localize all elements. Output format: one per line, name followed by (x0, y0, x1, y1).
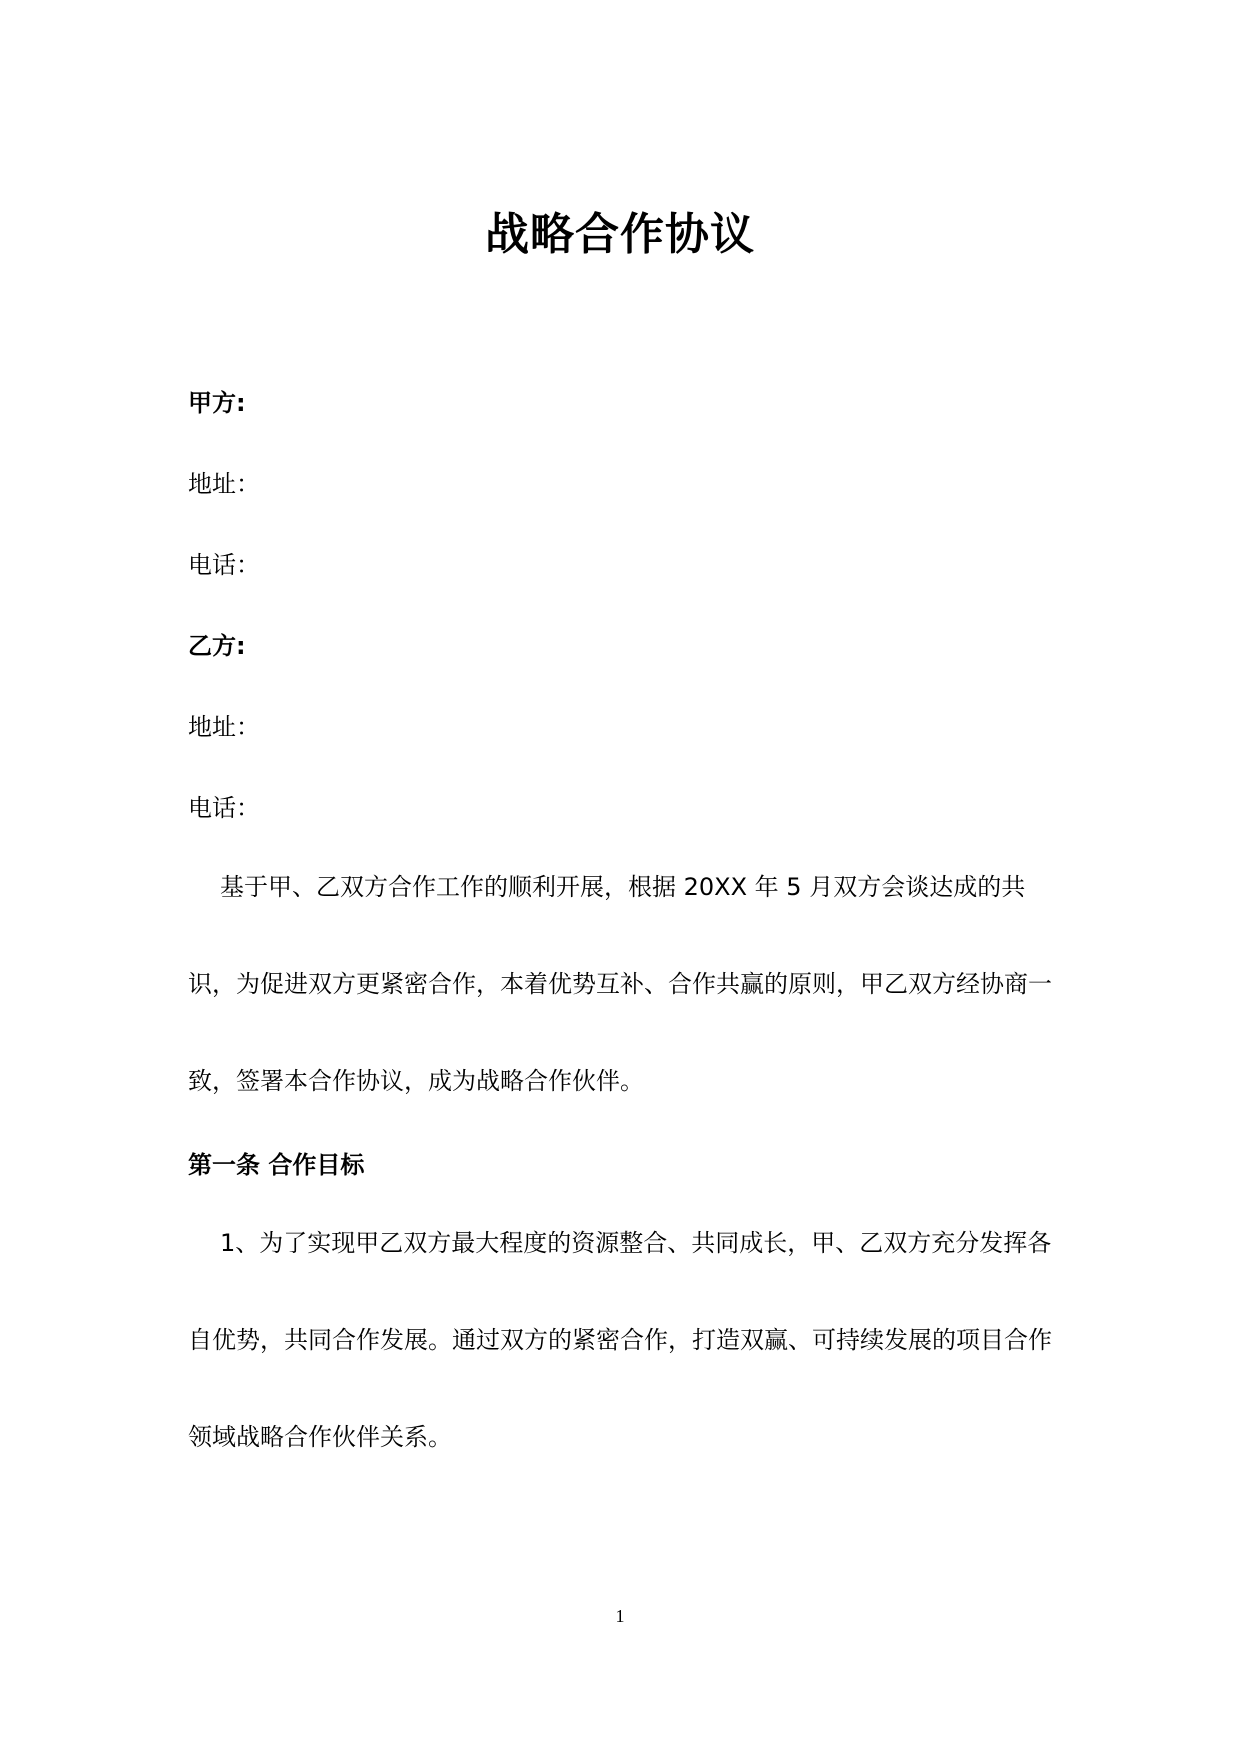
party-a-label: 甲方: (188, 389, 246, 417)
party-a-address-label: 地址： (188, 470, 260, 498)
party-b-phone-label: 电话： (188, 794, 260, 822)
preamble-paragraph: 基于甲、乙双方合作工作的顺利开展，根据 20XX 年 5 月双方会谈达成的共识，为促进双方更紧密合作，本着优势互补、合作共赢的原则，甲乙双方经协商一致，签署本合作协议，成为战略合作伙伴。 (188, 873, 1052, 1095)
party-b-label: 乙方: (188, 632, 246, 660)
page-number: 1 (615, 1606, 625, 1626)
party-b-address-label: 地址： (188, 713, 260, 741)
article-1-heading: 第一条 合作目标 (188, 1151, 365, 1179)
party-a-phone-label: 电话： (188, 551, 260, 579)
document-title: 战略合作协议 (485, 209, 755, 260)
article-1-clause-1: 1、为了实现甲乙双方最大程度的资源整合、共同成长，甲、乙双方充分发挥各自优势，共同合作发展。通过双方的紧密合作，打造双赢、可持续发展的项目合作领域战略合作伙伴关系。 (188, 1229, 1052, 1451)
